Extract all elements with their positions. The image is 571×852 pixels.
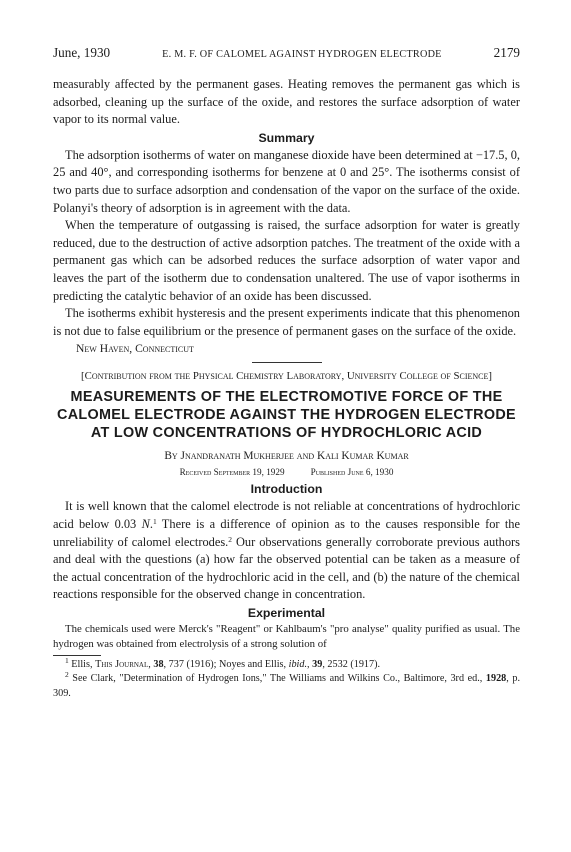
running-header <box>53 44 520 64</box>
page-number: 2179 <box>493 45 520 60</box>
introduction-paragraph <box>53 498 520 604</box>
footnote-1-text-b: , <box>148 658 154 670</box>
footnote-2-text-a: See Clark, "Determination of Hydrogen Ions," The Williams and Wilkins Co., Baltimore, 3rd ed., <box>68 673 486 685</box>
intro-period: . <box>149 516 153 531</box>
footnote-mark-1: 1 <box>65 655 69 665</box>
article-title: MEASUREMENTS OF THE ELECTROMOTIVE FORCE OF THE CALOMEL ELECTRODE AGAINST THE HYDROGEN ELECTRODE AT LOW CONCENTRATIONS OF HYDROCHLORIC ACID <box>57 389 516 442</box>
footnote-1-text-d: , <box>307 658 313 670</box>
footnote-ref-1: 1 <box>152 516 157 526</box>
header-title: E. M. F. OF CALOMEL AGAINST HYDROGEN ELECTRODE <box>162 49 442 60</box>
footnote-rule <box>53 655 101 656</box>
author-location: New Haven, Connecticut <box>76 342 194 356</box>
footnote-2-text-b: , p. 309. <box>53 673 520 699</box>
footnote-ref-2: 2 <box>228 534 233 544</box>
intro-text-c: Our observations generally corroborate previous authors and deal with the questions (a) how far the observed potential can be taken as a measure of the actual concentration of the hydrochloric acid in the cell, and (b) the nature of the chemical reactions responsible for the observed change in concentration. <box>53 534 520 602</box>
article-authors: By Jnandranath Mukherjee and Kali Kumar Kumar <box>164 450 409 463</box>
footnote-2 <box>53 672 520 701</box>
intro-text-a: It is well known that the calomel electrode is not reliable at concentrations of hydrochloric acid below 0.03 <box>53 499 520 531</box>
intro-text-b: There is a difference of opinion as to the causes responsible for the unreliability of calomel electrodes. <box>53 516 520 549</box>
normality-symbol: N <box>141 516 150 531</box>
footnote-1-volume: 38 <box>153 658 164 670</box>
footnote-1-ibid: ibid. <box>288 658 308 670</box>
summary-paragraph-3: The isotherms exhibit hysteresis and the present experiments indicate that this phenomenon is not due to false equilibrium or the presence of permanent gases on the surface of the oxide. <box>53 306 520 338</box>
experimental-heading: Experimental <box>247 605 326 620</box>
experimental-paragraph: The chemicals used were Merck's "Reagent" or Kahlbaum's "pro analyse" quality purified as usual. The hydrogen was obtained from electrolysis of a strong solution of <box>53 622 520 651</box>
footnote-1-text-c: , 737 (1916); Noyes and Ellis, <box>163 658 289 670</box>
article-dates <box>53 465 520 480</box>
footnote-mark-2: 2 <box>65 670 69 680</box>
introduction-heading: Introduction <box>250 482 323 497</box>
header-date: June, 1930 <box>53 45 111 60</box>
footnote-1-volume-2: 39 <box>312 658 323 670</box>
published-date: Published June 6, 1930 <box>310 467 394 478</box>
continuation-paragraph: measurably affected by the permanent gases. Heating removes the permanent gas which is adsorbed, cleaning up the surface of the oxide, and restores the surface adsorption of water vapor to its normal value. <box>53 77 520 127</box>
footnote-1-journal: This Journal <box>95 658 149 670</box>
article-separator <box>252 362 322 363</box>
journal-page <box>53 44 520 701</box>
footnote-1-text-e: , 2532 (1917). <box>322 658 381 670</box>
received-date: Received September 19, 1929 <box>179 467 285 478</box>
footnote-1 <box>53 655 520 673</box>
summary-paragraph-1: The adsorption isotherms of water on manganese dioxide have been determined at −17.5, 0, 25 and 40°, and corresponding isotherms for benzene at 0 and 25°. The isotherms consist of two parts due to surface adsorption and condensation of the vapor on the surface of the oxide. Polanyi's theory of adsorption is in agreement with the data. <box>53 147 520 215</box>
summary-paragraph-2: When the temperature of outgassing is raised, the surface adsorption for water is greatly reduced, due to the destruction of active adsorption patches. The treatment of the oxide with a permanent gas which can be adsorbed reduces the surface adsorption of water vapor and leaves the part of the isotherm due to condensation unaltered. The use of vapor isotherms in predicting the catalytic behavior of an oxide has been discussed. <box>53 218 520 303</box>
contribution-line: [Contribution from the Physical Chemistry Laboratory, University College of Science] <box>81 370 492 383</box>
summary-heading: Summary <box>258 130 315 145</box>
footnote-1-text-a: Ellis, <box>68 658 96 670</box>
footnote-2-year: 1928 <box>485 673 507 685</box>
